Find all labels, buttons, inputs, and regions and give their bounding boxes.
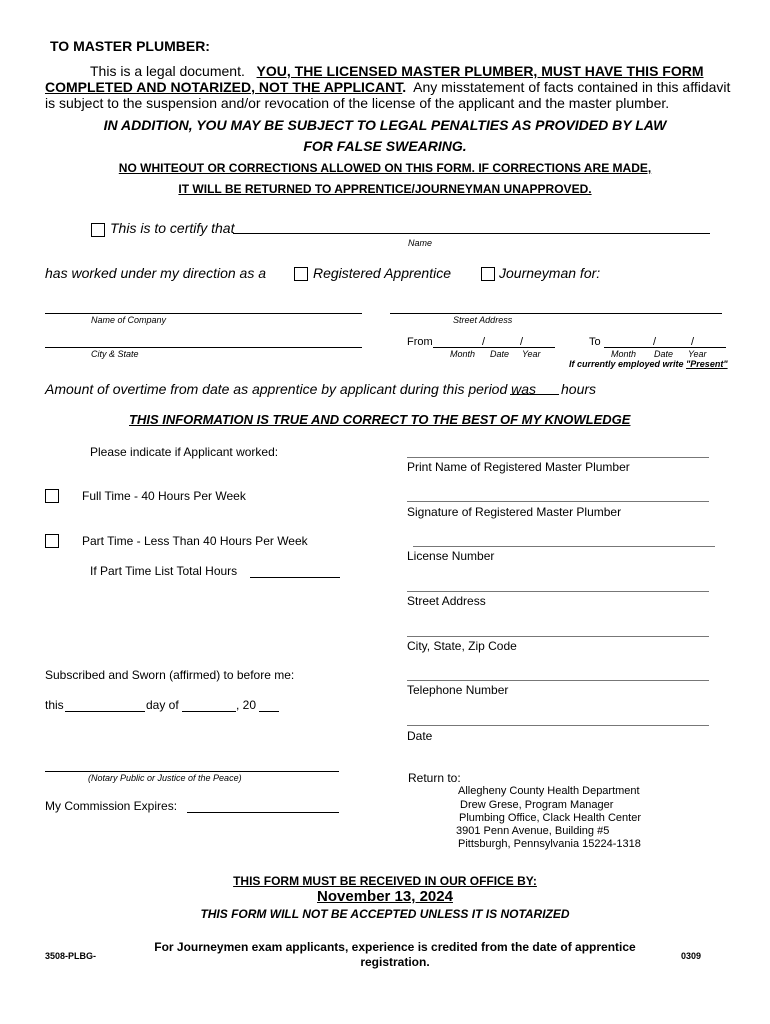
return-line-1: Allegheny County Health Department: [458, 785, 640, 797]
return-to-label: Return to:: [408, 771, 461, 785]
certify-checkbox[interactable]: [91, 223, 105, 237]
signature-label: Signature of Registered Master Plumber: [407, 505, 622, 519]
return-line-3: Plumbing Office, Clack Health Center: [459, 812, 641, 824]
whiteout-line-1: NO WHITEOUT OR CORRECTIONS ALLOWED ON THIS FORM. IF CORRECTIONS ARE MADE,: [118, 161, 652, 175]
date-line[interactable]: [407, 725, 709, 726]
worked-label: has worked under my direction as a: [45, 265, 266, 281]
true-statement: THIS INFORMATION IS TRUE AND CORRECT TO THE BEST OF MY KNOWLEDGE: [129, 412, 631, 427]
commission-line[interactable]: [187, 812, 339, 813]
intro-line-1: [90, 63, 704, 79]
company-line[interactable]: [45, 313, 362, 314]
from-month-caption: Month: [450, 349, 476, 359]
form-code: 3508-PLBG-: [45, 951, 97, 961]
journeymen-line-2: registration.: [360, 955, 430, 969]
notary-caption: (Notary Public or Justice of the Peace): [88, 773, 242, 783]
notarized-note: THIS FORM WILL NOT BE ACCEPTED UNLESS IT IS NOTARIZED: [200, 907, 570, 921]
license-line[interactable]: [413, 546, 715, 547]
name-caption: Name: [408, 238, 433, 248]
city-line[interactable]: [45, 347, 362, 348]
whiteout-line-2: IT WILL BE RETURNED TO APPRENTICE/JOURNEYMAN UNAPPROVED.: [178, 182, 592, 196]
to-label: To: [589, 336, 601, 348]
year-prefix: , 20: [236, 698, 257, 712]
from-date-line[interactable]: [433, 347, 555, 348]
return-line-2: Drew Grese, Program Manager: [460, 799, 614, 811]
to-month-caption: Month: [611, 349, 637, 359]
full-time-checkbox[interactable]: [45, 489, 59, 503]
license-label: License Number: [407, 549, 495, 563]
full-time-label: Full Time - 40 Hours Per Week: [82, 489, 246, 503]
intro-rest-1: Any misstatement of facts contained in this affidavit: [413, 79, 731, 95]
street-line[interactable]: [390, 313, 722, 314]
applicant-name-line[interactable]: [233, 233, 710, 234]
form-title: TO MASTER PLUMBER:: [50, 38, 210, 54]
plumber-city-label: City, State, Zip Code: [407, 639, 517, 653]
notary-signature-line[interactable]: [45, 771, 339, 772]
return-line-5: Pittsburgh, Pennsylvania 15224-1318: [458, 838, 641, 850]
sworn-label: Subscribed and Sworn (affirmed) to before me:: [45, 668, 295, 682]
from-year-caption: Year: [522, 349, 541, 359]
signature-line[interactable]: [407, 501, 709, 502]
commission-label: My Commission Expires:: [45, 799, 178, 813]
journeymen-line-1: For Journeymen exam applicants, experience is credited from the date of apprentice: [154, 940, 636, 954]
street-caption: Street Address: [453, 315, 513, 325]
intro-line-2: COMPLETED AND NOTARIZED, NOT THE APPLICANT. Any misstatement of facts contained in this affidavit: [45, 79, 731, 95]
to-date-line[interactable]: [604, 347, 726, 348]
intro-lead: This is a legal document.: [90, 63, 245, 79]
overtime-label: Amount of overtime from date as apprentice by applicant during this period was: [45, 381, 537, 397]
month-line[interactable]: [182, 711, 236, 712]
part-time-hours-line[interactable]: [250, 577, 340, 578]
penalty-line-1: IN ADDITION, YOU MAY BE SUBJECT TO LEGAL PENALTIES AS PROVIDED BY LAW: [103, 117, 667, 133]
penalty-line-2: FOR FALSE SWEARING.: [303, 138, 467, 154]
phone-line[interactable]: [407, 680, 709, 681]
journeyman-checkbox[interactable]: [481, 267, 495, 281]
employed-note: If currently employed write "Present": [569, 359, 728, 369]
deadline-date: November 13, 2024: [317, 888, 453, 905]
to-date-caption: Date: [654, 349, 674, 359]
day-line[interactable]: [65, 711, 145, 712]
from-label: From: [407, 336, 433, 348]
overtime-hours-line[interactable]: [510, 394, 559, 395]
to-year-caption: Year: [688, 349, 707, 359]
from-date-caption: Date: [490, 349, 510, 359]
part-time-checkbox[interactable]: [45, 534, 59, 548]
year-line[interactable]: [259, 711, 279, 712]
work-type-prompt: Please indicate if Applicant worked:: [90, 445, 279, 459]
city-caption: City & State: [91, 349, 139, 359]
certify-label: This is to certify that: [110, 220, 235, 236]
date-label: Date: [407, 729, 433, 743]
plumber-city-line[interactable]: [407, 636, 709, 637]
journeyman-label: Journeyman for:: [499, 265, 601, 281]
day-of-label: day of: [146, 698, 179, 712]
part-time-label: Part Time - Less Than 40 Hours Per Week: [82, 534, 308, 548]
print-name-label: Print Name of Registered Master Plumber: [407, 460, 630, 474]
apprentice-label: Registered Apprentice: [313, 265, 452, 281]
deadline-label: THIS FORM MUST BE RECEIVED IN OUR OFFICE BY:: [233, 874, 537, 888]
phone-label: Telephone Number: [407, 683, 509, 697]
intro-line-3: is subject to the suspension and/or revocation of the license of the applicant and the master plumber.: [45, 95, 670, 111]
apprentice-checkbox[interactable]: [294, 267, 308, 281]
part-time-hours-label: If Part Time List Total Hours: [90, 564, 238, 578]
plumber-street-label: Street Address: [407, 594, 486, 608]
company-caption: Name of Company: [91, 315, 167, 325]
intro-emphasis-1: YOU, THE LICENSED MASTER PLUMBER, MUST HAVE THIS FORM: [256, 63, 704, 79]
this-label: this: [45, 698, 64, 712]
plumber-street-line[interactable]: [407, 591, 709, 592]
overtime-hours-label: hours: [561, 381, 597, 397]
revision-code: 0309: [681, 951, 702, 961]
print-name-line[interactable]: [407, 457, 709, 458]
intro-emphasis-2: COMPLETED AND NOTARIZED, NOT THE APPLICANT: [45, 79, 403, 95]
present-word: "Present": [686, 359, 728, 369]
return-line-4: 3901 Penn Avenue, Building #5: [456, 825, 610, 837]
